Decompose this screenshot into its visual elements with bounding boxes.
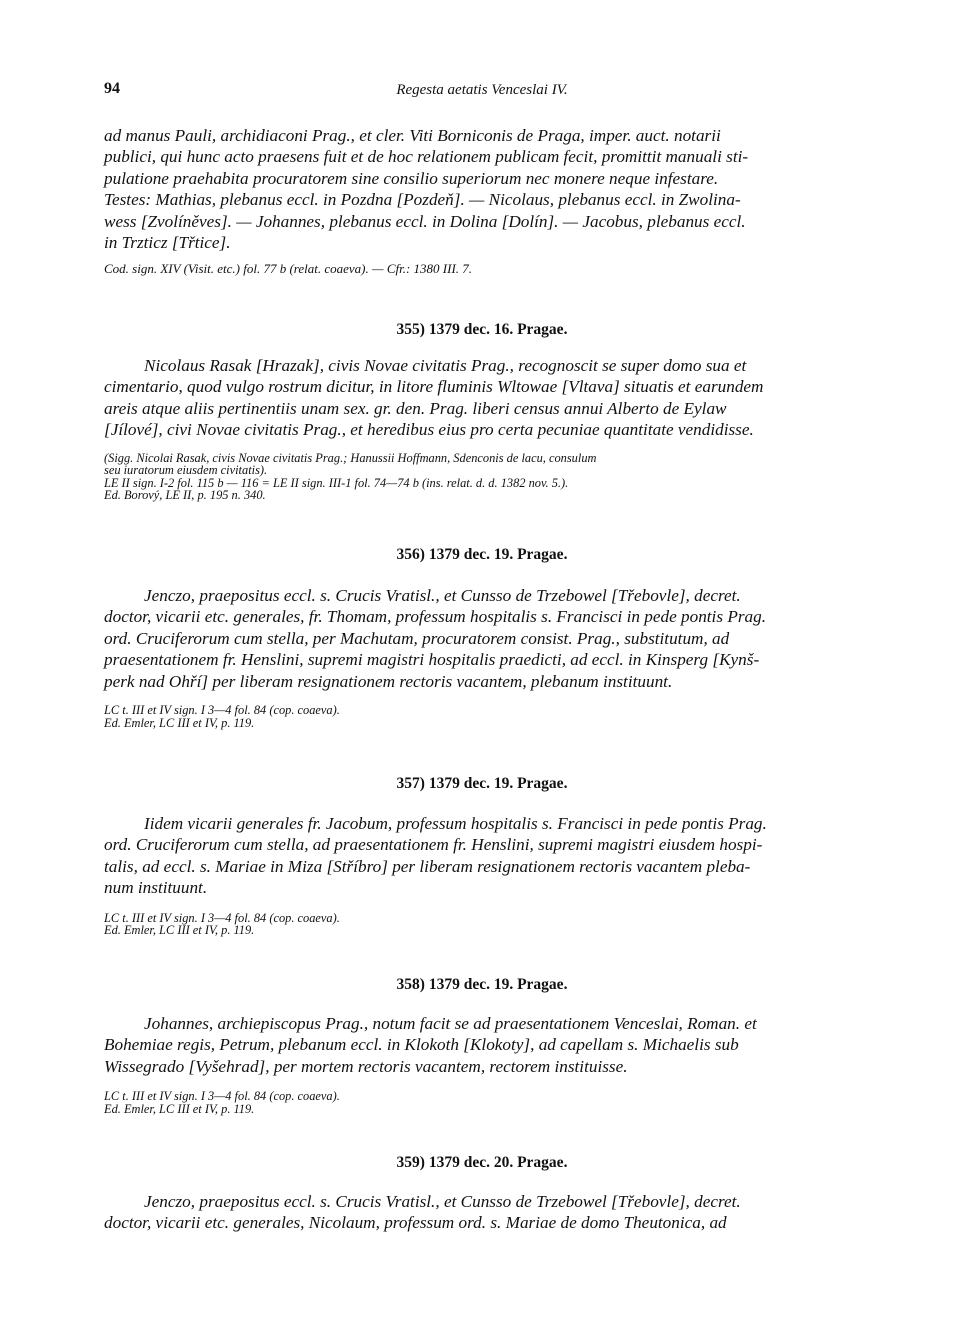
entry-heading: 359) 1379 dec. 20. Pragae. [396, 1154, 568, 1171]
text-line: talis, ad eccl. s. Mariae in Miza [Stříbro] per liberam resignationem rectoris vacantem pleba- [104, 856, 751, 876]
page-number: 94 [104, 80, 120, 97]
running-title: Regesta aetatis Venceslai IV. [396, 82, 568, 98]
note-line: LE II sign. I-2 fol. 115 b — 116 = LE II sign. III-1 fol. 74—74 b (ins. relat. d. d. 1382 nov. 5.). [104, 475, 569, 490]
source-note [104, 704, 860, 729]
text-line: Jenczo, praepositus eccl. s. Crucis Vratisl., et Cunsso de Trzebowel [Třebovle], decret. [144, 1192, 741, 1211]
note-line: LC t. III et IV sign. I 3—4 fol. 84 (cop. coaeva). [104, 1089, 340, 1104]
text-line: ord. Cruciferorum cum stella, ad praesentationem fr. Henslini, supremi magistri eiusdem hospi- [104, 835, 763, 855]
continuation-text [104, 125, 860, 253]
text-line: Bohemiae regis, Petrum, plebanum eccl. in Klokoth [Klokoty], ad capellam s. Michaelis sub [104, 1035, 739, 1055]
note-line: Ed. Emler, LC III et IV, p. 119. [104, 923, 255, 938]
entry-heading: 357) 1379 dec. 19. Pragae. [396, 775, 568, 792]
text-line: doctor, vicarii etc. generales, Nicolaum, professum ord. s. Mariae de domo Theutonica, ad [104, 1213, 727, 1233]
text-line: doctor, vicarii etc. generales, fr. Thomam, professum hospitalis s. Francisci in pede pontis Prag. [104, 607, 766, 627]
entry-358 [104, 1013, 860, 1115]
text-line: pulatione praehabita procuratorem sine consilio superiorum nec monere neque infestare. [104, 168, 719, 188]
text-line: num instituunt. [104, 878, 208, 898]
text-line: perk nad Ohří] per liberam resignationem rectoris vacantem, plebanum instituunt. [104, 671, 673, 691]
source-note [104, 452, 860, 502]
note-line: Ed. Emler, LC III et IV, p. 119. [104, 715, 255, 730]
continuation-block [104, 125, 860, 276]
note-line: Ed. Borový, LE II, p. 195 n. 340. [104, 488, 266, 503]
entry-355 [104, 355, 860, 502]
note-line: Ed. Emler, LC III et IV, p. 119. [104, 1101, 255, 1116]
text-line: [Jílové], civi Novae civitatis Prag., et heredibus eius pro certa pecuniae quantitate vendidisse. [104, 420, 754, 440]
note-line: Cod. sign. XIV (Visit. etc.) fol. 77 b (relat. coaeva). — Cfr.: 1380 III. 7. [104, 261, 473, 277]
text-line: cimentario, quod vulgo rostrum dicitur, in litore fluminis Wltowae [Vltava] situatis et earundem [104, 377, 764, 397]
source-note [104, 1090, 860, 1115]
text-line: praesentationem fr. Henslini, supremi magistri hospitalis praedicti, ad eccl. in Kinsperg [Kynš- [104, 650, 760, 670]
entry-359 [104, 1191, 860, 1234]
regest-text [104, 585, 860, 692]
source-note [104, 912, 860, 937]
entry-357 [104, 813, 860, 937]
text-line: wess [Zvolíněves]. — Johannes, plebanus eccl. in Dolina [Dolín]. — Jacobus, plebanus eccl. [104, 211, 746, 231]
text-line: ad manus Pauli, archidiaconi Prag., et cler. Viti Borniconis de Praga, imper. auct. notarii [104, 126, 721, 145]
text-line: Johannes, archiepiscopus Prag., notum facit se ad praesentationem Venceslai, Roman. et [144, 1014, 757, 1033]
entry-356 [104, 585, 860, 729]
regest-text [104, 813, 860, 899]
note-line: (Sigg. Nicolai Rasak, civis Novae civitatis Prag.; Hanussii Hoffmann, Sdenconis de lacu, consulum [104, 450, 597, 465]
entry-heading: 356) 1379 dec. 19. Pragae. [396, 546, 568, 563]
note-line: LC t. III et IV sign. I 3—4 fol. 84 (cop. coaeva). [104, 703, 340, 718]
text-line: Testes: Mathias, plebanus eccl. in Pozdna [Pozdeň]. — Nicolaus, plebanus eccl. in Zwolina- [104, 190, 741, 210]
page-header [104, 80, 860, 102]
note-line: seu iuratorum eiusdem civitatis). [104, 463, 268, 478]
regest-text [104, 355, 860, 441]
text-line: publici, qui hunc acto praesens fuit et de hoc relationem publicam fecit, promittit manuali sti- [104, 147, 749, 167]
regest-text [104, 1191, 860, 1234]
text-line: Nicolaus Rasak [Hrazak], civis Novae civitatis Prag., recognoscit se super domo sua et [144, 356, 747, 375]
text-line: in Trzticz [Třtice]. [104, 233, 231, 253]
text-line: Wissegrado [Vyšehrad], per mortem rectoris vacantem, rectorem instituisse. [104, 1056, 628, 1076]
regest-text [104, 1013, 860, 1077]
entry-heading: 355) 1379 dec. 16. Pragae. [396, 321, 568, 338]
text-line: areis atque aliis pertinentiis unam sex. gr. den. Prag. liberi census annui Alberto de Eylaw [104, 398, 727, 418]
text-line: Iidem vicarii generales fr. Jacobum, professum hospitalis s. Francisci in pede pontis Prag. [144, 814, 767, 833]
text-line: Jenczo, praepositus eccl. s. Crucis Vratisl., et Cunsso de Trzebowel [Třebovle], decret. [144, 586, 741, 605]
note-line: LC t. III et IV sign. I 3—4 fol. 84 (cop. coaeva). [104, 910, 340, 925]
entry-heading: 358) 1379 dec. 19. Pragae. [396, 976, 568, 993]
source-note [104, 263, 860, 276]
text-line: ord. Cruciferorum cum stella, per Machutam, procuratorem consist. Prag., substitutum, ad [104, 628, 730, 648]
